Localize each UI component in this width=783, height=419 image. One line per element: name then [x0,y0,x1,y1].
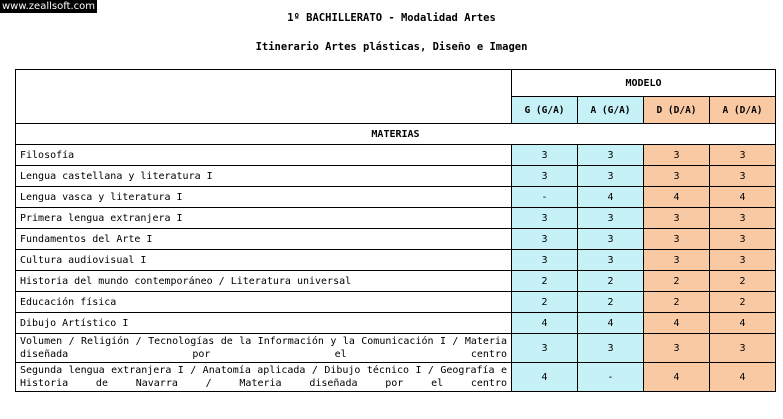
hours-cell: 4 [644,313,710,334]
hours-cell: 4 [710,313,776,334]
subject-cell: Filosofía [16,145,512,166]
hours-cell: 4 [644,187,710,208]
hours-cell: 4 [710,187,776,208]
hours-cell: 3 [644,229,710,250]
hours-cell: 2 [512,292,578,313]
hours-cell: 3 [644,166,710,187]
subject-cell: Lengua vasca y literatura I [16,187,512,208]
hours-cell: 3 [512,145,578,166]
materias-header-row [16,124,776,145]
hours-cell: 2 [512,271,578,292]
hours-cell: 4 [578,313,644,334]
hours-cell: 2 [578,271,644,292]
materias-header: MATERIAS [16,124,776,145]
page-title: 1º BACHILLERATO - Modalidad Artes [287,12,496,24]
subject-cell: Volumen / Religión / Tecnologías de la Información y la Comunicación I / Materia diseñada por el centro [16,334,512,363]
hours-cell: 3 [578,145,644,166]
page-subtitle: Itinerario Artes plásticas, Diseño e Imagen [255,41,528,53]
hours-cell: 2 [644,271,710,292]
header-blank-cell [16,70,512,124]
hours-cell: 3 [710,145,776,166]
hours-cell: 2 [710,271,776,292]
hours-cell: 3 [644,334,710,363]
hours-cell: 3 [512,208,578,229]
table-row [16,271,776,292]
table-row [16,187,776,208]
hours-cell: 3 [644,250,710,271]
hours-cell: 4 [710,363,776,392]
column-header: A (G/A) [578,97,644,124]
subject-cell: Segunda lengua extranjera I / Anatomía aplicada / Dibujo técnico I / Geografía e Historia de Navarra / Materia diseñada por el centro [16,363,512,392]
hours-cell: 2 [578,292,644,313]
watermark: www.zeallsoft.com [2,1,96,12]
hours-cell: 3 [512,229,578,250]
column-header: A (D/A) [710,97,776,124]
table-row [16,229,776,250]
subject-cell: Historia del mundo contemporáneo / Literatura universal [16,271,512,292]
subject-cell: Lengua castellana y literatura I [16,166,512,187]
hours-cell: 3 [578,166,644,187]
column-header: D (D/A) [644,97,710,124]
table-row [16,145,776,166]
subject-cell: Dibujo Artístico I [16,313,512,334]
hours-cell: 3 [578,229,644,250]
hours-cell: 4 [512,313,578,334]
table-row [16,313,776,334]
modelo-header: MODELO [512,70,776,97]
hours-cell: 2 [644,292,710,313]
hours-cell: 3 [710,250,776,271]
table-row [16,166,776,187]
hours-cell: 3 [512,166,578,187]
hours-cell: 3 [644,208,710,229]
table-row [16,363,776,392]
table-row [16,292,776,313]
hours-cell: 3 [578,208,644,229]
hours-cell: 3 [710,229,776,250]
table-row [16,250,776,271]
hours-cell: 3 [578,334,644,363]
subject-cell: Cultura audiovisual I [16,250,512,271]
table-row [16,334,776,363]
hours-cell: 4 [644,363,710,392]
hours-cell: 4 [578,187,644,208]
hours-cell: 3 [710,208,776,229]
table-row [16,208,776,229]
subjects-table [15,69,776,392]
subject-cell: Educación física [16,292,512,313]
hours-cell: 3 [710,166,776,187]
hours-cell: 3 [578,250,644,271]
subject-cell: Fundamentos del Arte I [16,229,512,250]
hours-cell: - [512,187,578,208]
hours-cell: 4 [512,363,578,392]
hours-cell: 3 [710,334,776,363]
modelo-header-row [16,70,776,97]
column-header: G (G/A) [512,97,578,124]
hours-cell: 2 [710,292,776,313]
hours-cell: 3 [512,334,578,363]
hours-cell: 3 [512,250,578,271]
hours-cell: - [578,363,644,392]
hours-cell: 3 [644,145,710,166]
subject-cell: Primera lengua extranjera I [16,208,512,229]
